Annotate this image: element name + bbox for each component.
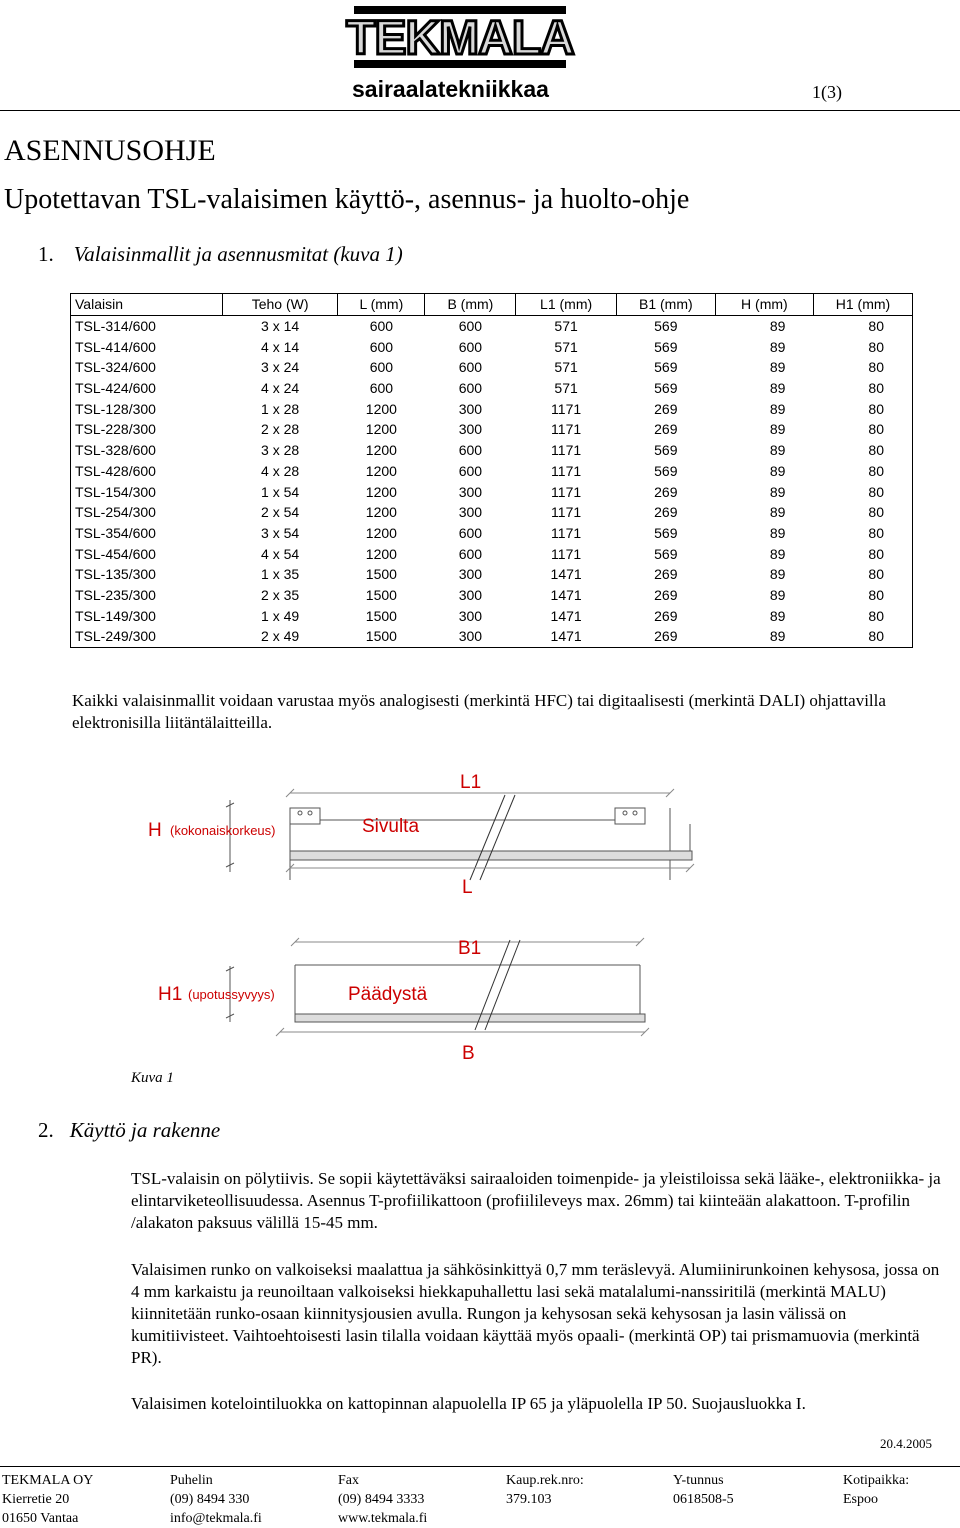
table-row xyxy=(71,336,913,357)
table-cell: TSL-414/600 xyxy=(71,336,223,357)
table-cell: 300 xyxy=(458,504,483,521)
table-cell: TSL-454/600 xyxy=(71,543,223,564)
table-row xyxy=(71,564,913,585)
table-cell: 80 xyxy=(813,440,912,461)
table-cell: 1200 xyxy=(365,462,397,479)
table-cell: 1200 xyxy=(365,483,397,500)
table-cell: 569 xyxy=(654,338,678,355)
label-sivulta: Sivulta xyxy=(362,816,420,837)
footer-text: Kierretie 20 xyxy=(2,1492,70,1507)
column-header: H (mm) xyxy=(715,294,813,316)
table-body xyxy=(71,315,913,647)
table-cell: 3 x 28 xyxy=(261,442,300,459)
table-cell: TSL-428/600 xyxy=(71,461,223,482)
label-paadysta: Päädystä xyxy=(348,984,428,1005)
table-cell: 89 xyxy=(769,524,786,541)
table-cell: 1471 xyxy=(550,586,582,603)
table-cell: 600 xyxy=(458,338,483,355)
table-cell: 1200 xyxy=(365,524,397,541)
table-cell: 571 xyxy=(554,359,578,376)
dimension-diagram xyxy=(130,760,860,1100)
table-cell: 1171 xyxy=(551,524,582,541)
footer-text: 379.103 xyxy=(506,1492,552,1507)
column-header: B1 (mm) xyxy=(616,294,715,316)
table-cell: 80 xyxy=(813,357,912,378)
table-cell: TSL-154/300 xyxy=(71,481,223,502)
label-h1: H1 xyxy=(158,984,183,1005)
table-header-row xyxy=(71,294,913,316)
table-cell: 1171 xyxy=(551,421,582,438)
table-cell: 600 xyxy=(458,524,483,541)
section-2-title: Käyttö ja rakenne xyxy=(69,1118,221,1142)
table-cell: 300 xyxy=(458,607,483,624)
table-cell: 1500 xyxy=(365,586,397,603)
table-cell: 89 xyxy=(769,318,786,335)
table-note: Kaikki valaisinmallit voidaan varustaa myös analogisesti (merkintä HFC) tai digitaalisesti (merkintä DALI) ohjattavilla elektronisilla liitäntälaitteilla. xyxy=(72,691,886,732)
table-cell: 80 xyxy=(813,543,912,564)
footer-text: (09) 8494 330 xyxy=(170,1492,250,1507)
table-cell: 89 xyxy=(769,483,786,500)
section-2-heading xyxy=(38,1118,220,1143)
table-cell: 569 xyxy=(654,462,678,479)
column-header: L (mm) xyxy=(338,294,425,316)
table-cell: 1171 xyxy=(551,400,582,417)
table-row xyxy=(71,419,913,440)
table-cell: 269 xyxy=(654,607,678,624)
table-cell: TSL-328/600 xyxy=(71,440,223,461)
table-cell: 80 xyxy=(813,585,912,606)
footer-text: Kaup.rek.nro: xyxy=(506,1473,584,1488)
column-header: H1 (mm) xyxy=(813,294,912,316)
table-cell: 1200 xyxy=(365,421,397,438)
table-cell: 600 xyxy=(369,380,394,397)
document-date: 20.4.2005 xyxy=(880,1436,932,1451)
table-cell: 1200 xyxy=(365,442,397,459)
table-row xyxy=(71,605,913,626)
table-cell: 89 xyxy=(769,380,786,397)
table-cell: TSL-228/300 xyxy=(71,419,223,440)
column-header: L1 (mm) xyxy=(516,294,617,316)
tagline: sairaalatekniikkaa xyxy=(352,76,549,102)
table-cell: 80 xyxy=(813,461,912,482)
table-cell: 600 xyxy=(458,462,483,479)
table-row xyxy=(71,523,913,544)
table-cell: 1171 xyxy=(551,545,582,562)
footer-domicile xyxy=(843,1471,909,1509)
table-cell: 80 xyxy=(813,315,912,336)
footer-text: (09) 8494 3333 xyxy=(338,1492,425,1507)
table-cell: 89 xyxy=(769,545,786,562)
table-cell: 80 xyxy=(813,419,912,440)
table-cell: 600 xyxy=(458,545,483,562)
table-cell: 600 xyxy=(369,338,394,355)
table-cell: TSL-249/300 xyxy=(71,626,223,647)
table-cell: 1171 xyxy=(551,442,582,459)
label-h-desc: (kokonaiskorkeus) xyxy=(170,823,276,838)
table-cell: 1 x 49 xyxy=(261,607,300,624)
table-cell: 1200 xyxy=(365,504,397,521)
table-cell: 1171 xyxy=(551,504,582,521)
table-cell: 2 x 54 xyxy=(261,504,300,521)
footer-fax xyxy=(338,1471,427,1528)
footer-text: Y-tunnus xyxy=(673,1473,724,1488)
table-cell: 269 xyxy=(654,504,678,521)
table-cell: 600 xyxy=(458,359,483,376)
paragraph: Valaisimen kotelointiluokka on kattopinnan alapuolella IP 65 ja yläpuolella IP 50. Suojausluokka I. xyxy=(131,1394,806,1413)
table-cell: 2 x 35 xyxy=(261,586,300,603)
table-cell: 89 xyxy=(769,566,786,583)
table-cell: 1500 xyxy=(338,626,425,647)
table-cell: 80 xyxy=(813,336,912,357)
footer-text: Puhelin xyxy=(170,1473,213,1488)
mounting-bracket-right xyxy=(615,808,645,824)
table-cell: 89 xyxy=(769,442,786,459)
table-cell: 4 x 14 xyxy=(261,338,300,355)
table-cell: 600 xyxy=(458,380,483,397)
table-cell: 300 xyxy=(458,483,483,500)
table-row xyxy=(71,357,913,378)
table-cell: 1200 xyxy=(365,400,397,417)
table-cell: TSL-354/600 xyxy=(71,523,223,544)
table-cell: 89 xyxy=(769,586,786,603)
table-cell: 4 x 28 xyxy=(261,462,300,479)
table-cell: 1500 xyxy=(365,607,397,624)
table-cell: 569 xyxy=(654,442,678,459)
label-l1: L1 xyxy=(460,772,482,793)
table-cell: 89 xyxy=(769,504,786,521)
table-cell: 300 xyxy=(425,626,516,647)
table-cell: 569 xyxy=(654,380,678,397)
logo-lettering: TEKMALA xyxy=(346,12,574,65)
table-cell: 600 xyxy=(369,318,394,335)
document-subtitle: Upotettavan TSL-valaisimen käyttö-, asennus- ja huolto-ohje xyxy=(4,184,690,215)
table-cell: 4 x 24 xyxy=(261,380,300,397)
table-cell: 1 x 35 xyxy=(261,566,300,583)
table-cell: 80 xyxy=(813,564,912,585)
paragraph: TSL-valaisin on pölytiivis. Se sopii käytettäväksi sairaaloiden toimenpide- ja yleistiloissa sekä lääke-, elektroniikka- ja elintarviketeollisuudessa. Asennus T-profiilikattoon (profiilileveys max. 26mm) tai kiinteään alakattoon. T-profilin /alakaton paksuus välillä 15-45 mm. xyxy=(131,1169,941,1232)
tekmala-logo xyxy=(340,4,580,70)
table-cell: 569 xyxy=(654,524,678,541)
table-cell: 269 xyxy=(654,421,678,438)
column-header: Valaisin xyxy=(71,294,223,316)
table-cell: 1171 xyxy=(551,462,582,479)
table-cell: 89 xyxy=(769,400,786,417)
table-cell: 571 xyxy=(554,318,578,335)
table-cell: TSL-424/600 xyxy=(71,378,223,399)
section-1-title: Valaisinmallit ja asennusmitat (kuva 1) xyxy=(73,242,403,266)
table-cell: 89 xyxy=(769,607,786,624)
table-cell: 269 xyxy=(654,566,678,583)
footer-text: Fax xyxy=(338,1473,359,1488)
table-cell: 89 xyxy=(769,359,786,376)
footer-trade-register xyxy=(506,1471,584,1509)
table-cell: 80 xyxy=(813,626,912,647)
break-line xyxy=(470,795,505,880)
footer-text: TEKMALA OY xyxy=(2,1473,94,1488)
footer-text: 0618508-5 xyxy=(673,1492,734,1507)
document-title: ASENNUSOHJE xyxy=(4,134,216,167)
footer-company xyxy=(2,1471,93,1528)
table-cell: 1471 xyxy=(550,607,582,624)
table-cell: 4 x 54 xyxy=(261,545,300,562)
table-cell: 269 xyxy=(654,586,678,603)
table-cell: 2 x 28 xyxy=(261,421,300,438)
table-cell: 89 xyxy=(769,462,786,479)
table-cell: 80 xyxy=(813,481,912,502)
table-row xyxy=(71,461,913,482)
footer-web-link[interactable]: www.tekmala.fi xyxy=(338,1511,428,1526)
table-cell: 2 x 49 xyxy=(222,626,337,647)
footer xyxy=(0,1466,960,1526)
table-cell: 269 xyxy=(654,483,678,500)
table-cell: 269 xyxy=(616,626,715,647)
end-view-frame xyxy=(295,1014,645,1022)
table-cell: 569 xyxy=(654,318,678,335)
table-cell: 1471 xyxy=(550,566,582,583)
table-cell: 1200 xyxy=(365,545,397,562)
column-header: B (mm) xyxy=(425,294,516,316)
table-cell: 571 xyxy=(554,338,578,355)
section-1-number: 1. xyxy=(38,242,54,266)
table-cell: 1471 xyxy=(516,626,617,647)
table-cell: TSL-128/300 xyxy=(71,398,223,419)
label-b1: B1 xyxy=(458,938,482,959)
table-row xyxy=(71,502,913,523)
table-cell: 89 xyxy=(769,338,786,355)
table-cell: 571 xyxy=(554,380,578,397)
table-cell: 1 x 28 xyxy=(261,400,300,417)
table-row xyxy=(71,315,913,336)
table-cell: 80 xyxy=(813,378,912,399)
table-row xyxy=(71,440,913,461)
table-cell: TSL-149/300 xyxy=(71,605,223,626)
table-cell: 300 xyxy=(458,421,483,438)
table-cell: 80 xyxy=(813,523,912,544)
table-cell: 300 xyxy=(458,566,483,583)
table-cell: 600 xyxy=(458,318,483,335)
table-cell: TSL-135/300 xyxy=(71,564,223,585)
table-cell: 569 xyxy=(654,545,678,562)
table-cell: 300 xyxy=(458,586,483,603)
table-cell: TSL-314/600 xyxy=(71,315,223,336)
mounting-bracket-left xyxy=(290,808,320,824)
page-number: 1(3) xyxy=(812,82,842,102)
figure-caption: Kuva 1 xyxy=(131,1070,174,1086)
footer-business-id xyxy=(673,1471,734,1509)
footer-text: Kotipaikka: xyxy=(843,1473,910,1488)
footer-email-link[interactable]: info@tekmala.fi xyxy=(170,1511,262,1526)
table-cell: TSL-235/300 xyxy=(71,585,223,606)
label-h: H xyxy=(148,820,162,841)
table-row xyxy=(71,481,913,502)
footer-phone xyxy=(170,1471,262,1528)
header-rule xyxy=(0,110,960,111)
table-row xyxy=(71,378,913,399)
section-1-heading xyxy=(38,242,403,267)
table-cell: 1171 xyxy=(551,483,582,500)
column-header: Teho (W) xyxy=(222,294,337,316)
section-2-number: 2. xyxy=(38,1118,54,1142)
table-cell: 1 x 54 xyxy=(261,483,300,500)
table-cell: 3 x 54 xyxy=(261,524,300,541)
table-cell: TSL-254/300 xyxy=(71,502,223,523)
label-h1-desc: (upotussyvyys) xyxy=(188,987,275,1002)
table-cell: 600 xyxy=(369,359,394,376)
table-cell: 3 x 14 xyxy=(261,318,300,335)
table-cell: 269 xyxy=(654,400,678,417)
footer-text: 01650 Vantaa xyxy=(2,1511,79,1526)
label-b: B xyxy=(462,1043,475,1064)
table-cell: 1500 xyxy=(365,566,397,583)
table-row xyxy=(71,626,913,647)
table-cell: 3 x 24 xyxy=(261,359,300,376)
table-cell: 80 xyxy=(813,502,912,523)
table-row xyxy=(71,398,913,419)
table-cell: 600 xyxy=(458,442,483,459)
break-line xyxy=(480,795,515,880)
table-cell: 569 xyxy=(654,359,678,376)
table-cell: 80 xyxy=(813,398,912,419)
luminaire-table xyxy=(70,293,913,648)
footer-text: Espoo xyxy=(843,1492,878,1507)
table-cell: 300 xyxy=(458,400,483,417)
paragraph: Valaisimen runko on valkoiseksi maalattua ja sähkösinkittyä 0,7 mm teräslevyä. Alumiinirunkoinen kehysosa, jossa on 4 mm karkaistu ja reunoiltaan valkoiseksi hiekkapuhallettu lasi sekä matalalumi-nanssiritilä (merkintä MALU) kiinnitetään runko-osaan kiinnitysjousien avulla. Rungon ja kehysosan sekä kehysosan ja lasin välissä on kumitiivisteet. Vaihtoehtoisesti lasin tilalla voidaan käyttää myös opaali- (merkintä OP) tai prismamuovia (merkintä PR). xyxy=(131,1260,940,1367)
table-cell: 80 xyxy=(813,605,912,626)
table-cell: 89 xyxy=(769,421,786,438)
label-l: L xyxy=(462,877,473,898)
table-row xyxy=(71,585,913,606)
table-cell: 89 xyxy=(715,626,813,647)
table-row xyxy=(71,543,913,564)
table-cell: TSL-324/600 xyxy=(71,357,223,378)
